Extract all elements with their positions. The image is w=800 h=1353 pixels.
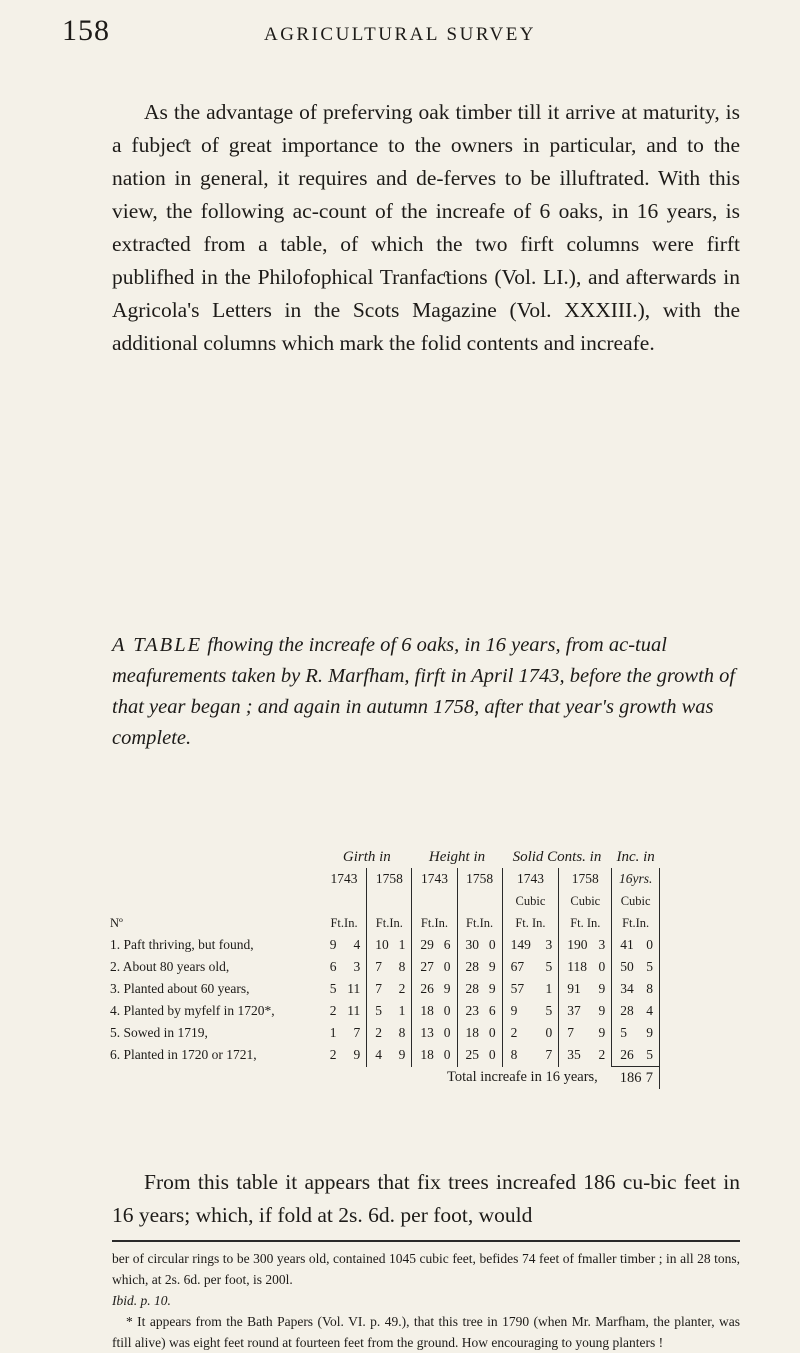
year-header: 1743 — [322, 868, 367, 890]
inch-value: 6 — [443, 937, 451, 952]
feet-value: 1 — [329, 1025, 337, 1040]
feet-value: 5 — [329, 981, 337, 996]
year-header: 1758 — [367, 868, 412, 890]
row-label: 2. About 80 years old, — [110, 959, 230, 974]
feet-value: 26 — [620, 1047, 634, 1062]
inch-value: 11 — [347, 1003, 361, 1018]
row-label: 3. Planted about 60 years, — [110, 981, 250, 996]
feet-value: 13 — [420, 1025, 434, 1040]
number-column-header: Nº — [110, 915, 123, 930]
row-label: 5. Sowed in 1719, — [110, 1025, 208, 1040]
inch-value: 3 — [598, 937, 606, 952]
inch-value: 0 — [598, 959, 606, 974]
inch-value: 1 — [398, 937, 406, 952]
inch-value: 1 — [398, 1003, 406, 1018]
row-label: 6. Planted in 1720 or 1721, — [110, 1047, 257, 1063]
year-header: 1758 — [457, 868, 502, 890]
inch-value: 0 — [646, 937, 653, 952]
group-header-row — [110, 846, 660, 868]
feet-value: 5 — [375, 1003, 383, 1018]
feet-value: 23 — [465, 1003, 480, 1018]
increase-group-header: Inc. in — [616, 848, 655, 865]
inch-value: 8 — [398, 1025, 406, 1040]
inch-value: 8 — [398, 959, 406, 974]
inch-value: 5 — [545, 959, 553, 974]
feet-value: 7 — [375, 959, 383, 974]
unit-label: Ft.In. — [412, 912, 457, 934]
feet-value: 7 — [375, 981, 383, 996]
year-header: 1743 — [502, 868, 559, 890]
footnote-star — [112, 1311, 740, 1353]
inch-value: 5 — [646, 1047, 653, 1062]
inch-value: 9 — [598, 1025, 606, 1040]
feet-value: 57 — [510, 981, 525, 996]
inch-value: 9 — [598, 981, 606, 996]
row-label: 1. Paft thriving, but found, — [110, 937, 254, 952]
table-row — [110, 978, 660, 1000]
inch-value: 9 — [598, 1003, 606, 1018]
table-caption — [112, 630, 740, 754]
inch-value: 0 — [443, 1003, 451, 1018]
feet-value: 2 — [375, 1025, 383, 1040]
feet-value: 149 — [510, 937, 531, 952]
inch-value: 9 — [488, 981, 496, 996]
feet-value: 2 — [510, 1025, 518, 1040]
running-head — [62, 10, 738, 50]
inch-value: 9 — [398, 1047, 406, 1063]
feet-value: 35 — [567, 1047, 581, 1063]
unit-label: Ft. In. — [559, 912, 612, 934]
girth-group-header: Girth in — [342, 848, 391, 865]
feet-value: 5 — [620, 1025, 628, 1040]
feet-value: 26 — [420, 981, 434, 996]
feet-value: 29 — [420, 937, 434, 952]
total-feet: 186 — [619, 1069, 642, 1086]
feet-value: 4 — [375, 1047, 383, 1063]
unit-label: Ft.In. — [612, 912, 660, 934]
inch-value: 7 — [353, 1025, 361, 1040]
oak-growth-table — [110, 846, 660, 1089]
inch-value: 7 — [545, 1047, 553, 1063]
feet-value: 91 — [567, 981, 581, 996]
inch-value: 3 — [353, 959, 361, 974]
inch-value: 0 — [488, 937, 496, 952]
feet-value: 6 — [329, 959, 337, 974]
feet-value: 28 — [465, 981, 480, 996]
cubic-label-row — [110, 890, 660, 912]
height-group-header: Height in — [428, 848, 486, 865]
inch-value: 0 — [488, 1025, 496, 1040]
inch-value: 0 — [488, 1047, 496, 1063]
table-caption-text: fhowing the increafe of 6 oaks, in 16 years, from ac-tual meafurements taken by R. Marfham, firft in April 1743, before the growth of that year began ; and again in autumn 1758, after that year's growth was complete. — [112, 634, 736, 749]
inch-value: 6 — [488, 1003, 496, 1018]
feet-value: 34 — [620, 981, 634, 996]
table-row — [110, 1022, 660, 1044]
cubic-label: Cubic — [502, 890, 559, 912]
feet-value: 50 — [620, 959, 634, 974]
year-header: 16yrs. — [612, 868, 660, 890]
footnote-rule — [112, 1240, 740, 1242]
inch-value: 5 — [646, 959, 653, 974]
unit-label: Ft.In. — [367, 912, 412, 934]
solid-group-header: Solid Conts. in — [512, 848, 602, 865]
unit-label: Ft.In. — [322, 912, 367, 934]
unit-label: Ft.In. — [457, 912, 502, 934]
inch-value: 9 — [353, 1047, 361, 1063]
feet-value: 18 — [465, 1025, 480, 1040]
feet-value: 67 — [510, 959, 525, 974]
footnotes — [112, 1248, 740, 1353]
inch-value: 0 — [545, 1025, 553, 1040]
unit-header-row — [110, 912, 660, 934]
inch-value: 2 — [598, 1047, 606, 1063]
year-header-row — [110, 868, 660, 890]
footnote-continued — [112, 1248, 740, 1290]
inch-value: 9 — [488, 959, 496, 974]
unit-label: Ft. In. — [502, 912, 559, 934]
row-label: 4. Planted by myfelf in 1720*, — [110, 1003, 275, 1018]
year-header: 1758 — [559, 868, 612, 890]
feet-value: 2 — [329, 1047, 337, 1063]
inch-value: 11 — [347, 981, 361, 996]
table-caption-lead: A TABLE — [112, 634, 203, 656]
feet-value: 18 — [420, 1047, 434, 1063]
feet-value: 37 — [567, 1003, 581, 1018]
inch-value: 3 — [545, 937, 553, 952]
intro-paragraph: As the advantage of preferving oak timber till it arrive at maturity, is a fubjeƈt of great importance to the owners in particular, and to the nation in general, it requires and de-ferves to be illuftrated. With this view, the following ac-count of the increafe of 6 oaks, in 16 years, is extraƈted from a table, of which the two firft columns were firft publifhed in the Philofophical Tranfaƈtions (Vol. LI.), and afterwards in Agricola's Letters in the Scots Magazine (Vol. XXXIII.), with the additional columns which mark the folid contents and increafe. — [112, 100, 740, 355]
feet-value: 27 — [420, 959, 434, 974]
inch-value: 0 — [443, 959, 451, 974]
inch-value: 0 — [443, 1025, 451, 1040]
footnote-continued-text: ber of circular rings to be 300 years old, contained 1045 cubic feet, befides 74 feet of fmaller timber ; in all 28 tons, which, at 2s. 6d. per foot, is 200l. — [112, 1251, 740, 1287]
total-label: Total increafe in 16 years, — [447, 1069, 598, 1086]
feet-value: 8 — [510, 1047, 518, 1063]
feet-value: 10 — [375, 937, 389, 952]
feet-value: 9 — [510, 1003, 518, 1018]
inch-value: 4 — [646, 1003, 653, 1018]
footnote-reference — [112, 1290, 740, 1311]
feet-value: 28 — [465, 959, 480, 974]
inch-value: 2 — [398, 981, 406, 996]
feet-value: 30 — [465, 937, 480, 952]
running-title: AGRICULTURAL SURVEY — [263, 24, 537, 45]
footnote-star-text: * It appears from the Bath Papers (Vol. VI. p. 49.), that this tree in 1790 (when Mr. Marfham, the planter, was ftill alive) was eight feet round at fourteen feet from the ground. How encouraging to young planters ! — [112, 1314, 740, 1350]
feet-value: 28 — [620, 1003, 634, 1018]
inch-value: 4 — [353, 937, 361, 952]
total-inches: 7 — [645, 1069, 653, 1086]
inch-value: 9 — [646, 1025, 653, 1040]
table-row — [110, 934, 660, 956]
inch-value: 1 — [545, 981, 553, 996]
feet-value: 18 — [420, 1003, 434, 1018]
feet-value: 9 — [329, 937, 337, 952]
feet-value: 7 — [567, 1025, 575, 1040]
conclusion-paragraph: From this table it appears that fix trees increafed 186 cu-bic feet in 16 years; which, if fold at 2s. 6d. per foot, would — [112, 1170, 740, 1227]
total-row — [110, 1067, 660, 1090]
feet-value: 25 — [465, 1047, 480, 1063]
footnote-reference-text: Ibid. p. 10. — [112, 1293, 171, 1308]
table-row — [110, 956, 660, 978]
feet-value: 118 — [567, 959, 588, 974]
year-header: 1743 — [412, 868, 457, 890]
inch-value: 0 — [443, 1047, 451, 1063]
feet-value: 2 — [329, 1003, 337, 1018]
cubic-label: Cubic — [612, 890, 660, 912]
cubic-label: Cubic — [559, 890, 612, 912]
inch-value: 9 — [443, 981, 451, 996]
inch-value: 5 — [545, 1003, 553, 1018]
table-row — [110, 1000, 660, 1022]
feet-value: 190 — [567, 937, 588, 952]
feet-value: 41 — [620, 937, 634, 952]
table-row — [110, 1044, 660, 1067]
inch-value: 8 — [646, 981, 653, 996]
page-number: 158 — [62, 14, 110, 47]
